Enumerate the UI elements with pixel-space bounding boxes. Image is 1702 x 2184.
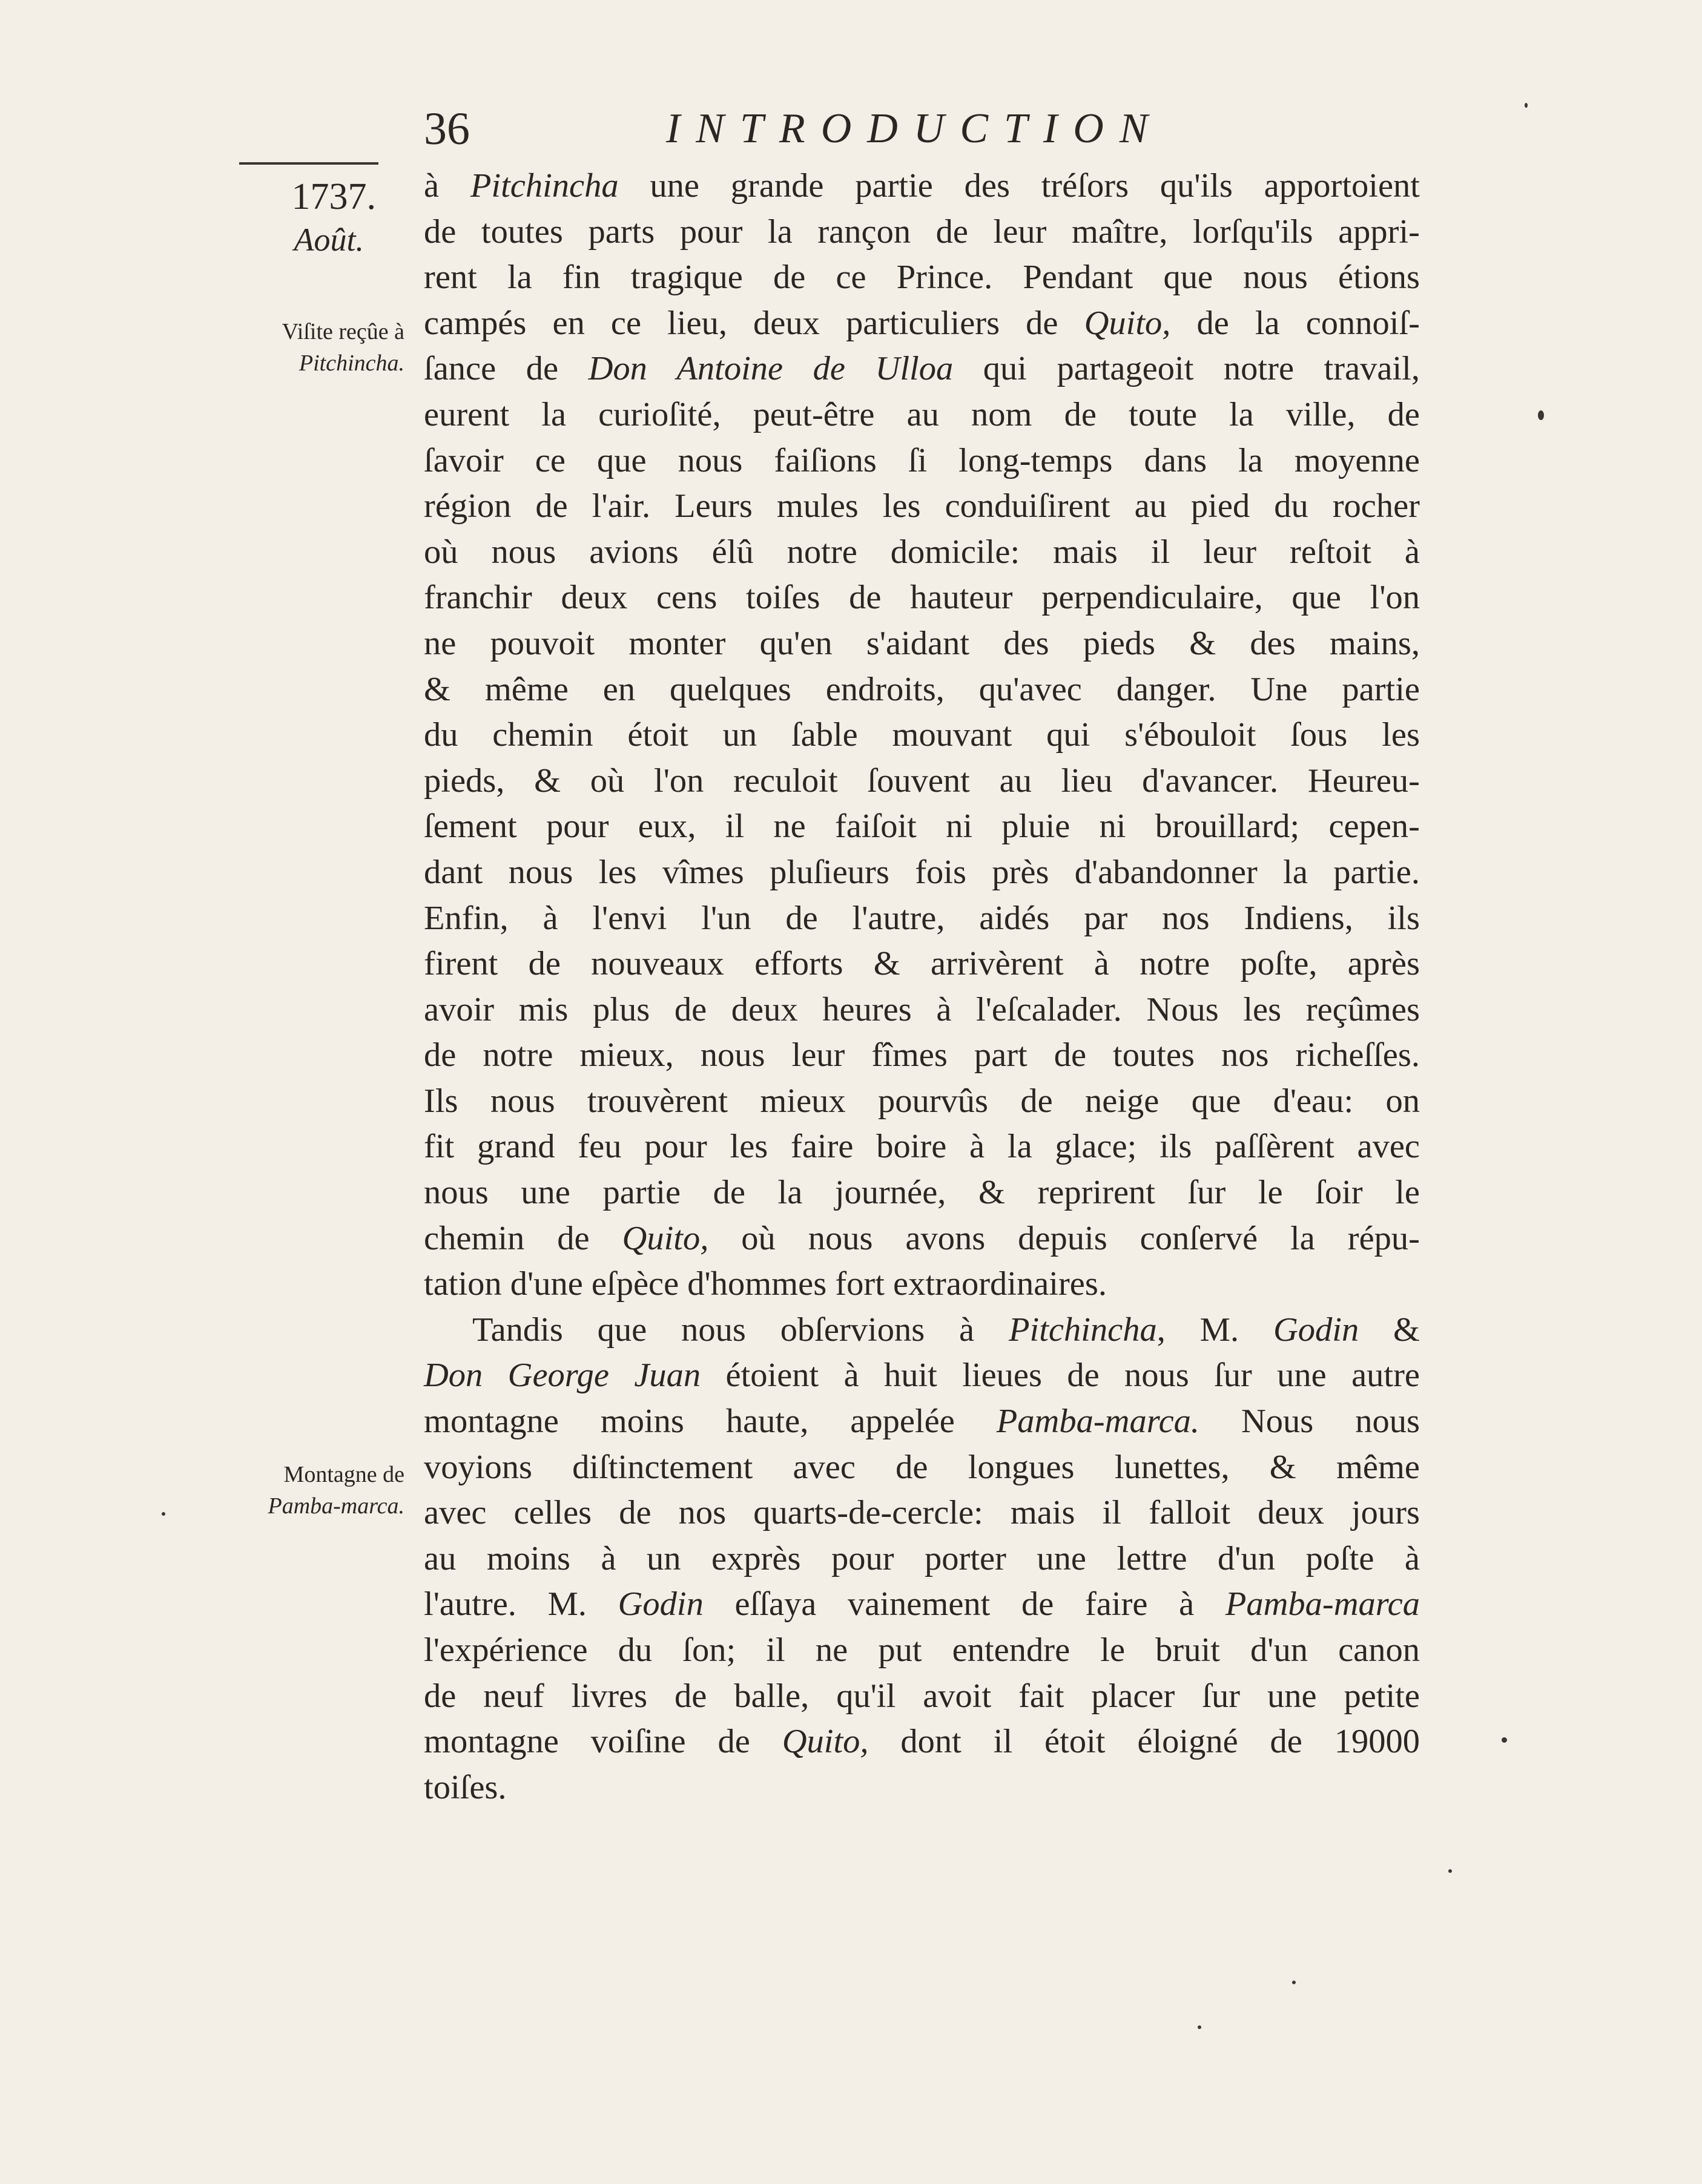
text-span: nous une partie de la journée, & reprirent ſur le ſoir le xyxy=(424,1174,1420,1212)
text-span: avec celles de nos quarts-de-cercle: mais il falloit deux jours xyxy=(424,1494,1420,1532)
text-span: l'expérience du ſon; il ne put entendre le bruit d'un canon xyxy=(424,1631,1420,1669)
italic-text: Quito, xyxy=(1084,304,1171,342)
body-text xyxy=(424,163,1420,1811)
ink-speck xyxy=(1502,1737,1507,1743)
side-note-line: Pamba-marca. xyxy=(268,1493,404,1519)
text-span: ne pouvoit monter qu'en s'aidant des pieds & des mains, xyxy=(424,624,1420,662)
text-span: eſſaya vainement de faire à xyxy=(703,1585,1225,1623)
text-span: de toutes parts pour la rançon de leur maître, lorſqu'ils appri- xyxy=(424,212,1420,251)
text-line xyxy=(424,301,1420,347)
text-line xyxy=(424,255,1420,301)
ink-speck xyxy=(1198,2025,1201,2029)
text-line xyxy=(424,1033,1420,1079)
text-line xyxy=(424,1353,1420,1399)
ink-speck xyxy=(1525,103,1528,108)
text-line xyxy=(424,209,1420,255)
text-line xyxy=(424,850,1420,896)
text-line xyxy=(424,1765,1420,1811)
text-span: , M. xyxy=(1156,1311,1273,1349)
text-span: de neuf livres de balle, qu'il avoit fait placer ſur une petite xyxy=(424,1677,1420,1715)
text-line xyxy=(424,346,1420,392)
italic-text: Quito, xyxy=(782,1723,869,1761)
text-line xyxy=(424,1445,1420,1491)
text-span: chemin de xyxy=(424,1219,622,1257)
italic-text: Pamba-marca xyxy=(1225,1585,1420,1623)
text-span: montagne moins haute, appelée xyxy=(424,1403,997,1441)
text-span: Nous nous xyxy=(1199,1403,1420,1441)
text-span: de notre mieux, nous leur fîmes part de toutes nos richeſſes. xyxy=(424,1036,1420,1074)
italic-text: Pitchincha xyxy=(470,167,619,205)
text-span: & même en quelques endroits, qu'avec danger. Une partie xyxy=(424,670,1420,708)
page-number: 36 xyxy=(424,104,470,154)
text-span: où nous avons depuis conſervé la répu- xyxy=(708,1219,1420,1257)
text-span: rent la fin tragique de ce Prince. Pendant que nous étions xyxy=(424,258,1420,297)
text-line xyxy=(424,1582,1420,1628)
margin-year: 1737. xyxy=(291,176,376,217)
side-note-montagne xyxy=(268,1459,405,1522)
text-span: ſement pour eux, il ne faiſoit ni pluie ni brouillard; cepen- xyxy=(424,807,1420,846)
ink-speck xyxy=(1538,410,1544,420)
italic-text: Don George Juan xyxy=(424,1357,701,1395)
text-line xyxy=(424,987,1420,1033)
text-span: région de l'air. Leurs mules les conduiſirent au pied du rocher xyxy=(424,487,1420,525)
text-line xyxy=(424,438,1420,484)
text-span: qui partageoit notre travail, xyxy=(953,350,1420,388)
ink-speck xyxy=(162,1512,165,1516)
text-line xyxy=(424,1079,1420,1125)
text-line xyxy=(424,1674,1420,1720)
text-line xyxy=(424,1536,1420,1582)
text-span: franchir deux cens toiſes de hauteur perpendiculaire, que l'on xyxy=(424,579,1420,617)
text-line xyxy=(424,804,1420,850)
text-span: campés en ce lieu, deux particuliers de xyxy=(424,304,1084,342)
text-span: voyions diſtinctement avec de longues lunettes, & même xyxy=(424,1448,1420,1486)
italic-text: Don Antoine de Ulloa xyxy=(588,350,954,388)
text-span: Enfin, à l'envi l'un de l'autre, aidés par nos Indiens, ils xyxy=(424,899,1420,937)
text-span: au moins à un exprès pour porter une lettre d'un poſte à xyxy=(424,1539,1420,1577)
page-header xyxy=(424,102,1175,156)
text-span: où nous avions élû notre domicile: mais il leur reſtoit à xyxy=(424,533,1420,571)
text-line xyxy=(424,163,1420,209)
text-line xyxy=(424,1307,1420,1353)
text-line xyxy=(424,621,1420,667)
text-span: dant nous les vîmes pluſieurs fois près d'abandonner la partie. xyxy=(424,853,1420,891)
running-title: INTRODUCTION xyxy=(666,105,1164,152)
text-line xyxy=(424,392,1420,438)
text-span: ſavoir ce que nous faiſions ſi long-temps dans la moyenne xyxy=(424,441,1420,479)
text-span: montagne voiſine de xyxy=(424,1723,782,1761)
text-span: de la connoiſ- xyxy=(1170,304,1420,342)
text-line xyxy=(424,575,1420,621)
side-note-line: Pitchincha. xyxy=(299,350,404,376)
text-line xyxy=(424,1216,1420,1262)
text-line xyxy=(424,1124,1420,1170)
side-note-line: Viſite reçûe à xyxy=(282,319,404,344)
text-line xyxy=(424,667,1420,713)
text-line xyxy=(424,712,1420,758)
text-line xyxy=(424,484,1420,530)
text-span: étoient à huit lieues de nous ſur une autre xyxy=(701,1357,1420,1395)
text-span: fit grand feu pour les faire boire à la glace; ils paſſèrent avec xyxy=(424,1128,1420,1166)
text-line xyxy=(424,896,1420,942)
italic-text: Pitchincha xyxy=(1009,1311,1157,1349)
ink-speck xyxy=(1448,1869,1452,1873)
text-span: tation d'une eſpèce d'hommes fort extraordinaires. xyxy=(424,1265,1107,1303)
margin-month: Août. xyxy=(294,222,364,258)
italic-text: Pamba-marca. xyxy=(996,1403,1200,1441)
margin-rule xyxy=(239,162,378,165)
text-span: pieds, & où l'on reculoit ſouvent au lieu d'avancer. Heureu- xyxy=(424,761,1420,800)
text-line xyxy=(424,1170,1420,1216)
italic-text: Godin xyxy=(1273,1311,1359,1349)
text-span: dont il étoit éloigné de 19000 xyxy=(868,1723,1420,1761)
italic-text: Quito, xyxy=(622,1219,709,1257)
side-note-line: Montagne de xyxy=(283,1462,404,1487)
ink-speck xyxy=(1292,1981,1296,1984)
text-span: Tandis que nous obſervions à xyxy=(472,1311,1009,1349)
side-note-visite xyxy=(282,316,404,379)
text-line xyxy=(424,1490,1420,1536)
text-line xyxy=(424,1399,1420,1445)
text-span: l'autre. M. xyxy=(424,1585,618,1623)
text-span: Ils nous trouvèrent mieux pourvûs de neige que d'eau: on xyxy=(424,1082,1420,1120)
text-line xyxy=(424,1261,1420,1307)
text-span: & xyxy=(1359,1311,1420,1349)
text-span: eurent la curioſité, peut-être au nom de toute la ville, de xyxy=(424,395,1420,433)
text-span: une grande partie des tréſors qu'ils apportoient xyxy=(618,167,1420,205)
text-line xyxy=(424,1719,1420,1765)
text-line xyxy=(424,941,1420,987)
text-line xyxy=(424,1628,1420,1674)
text-line xyxy=(424,758,1420,804)
italic-text: Godin xyxy=(618,1585,704,1623)
text-span: avoir mis plus de deux heures à l'eſcalader. Nous les reçûmes xyxy=(424,990,1420,1028)
text-span: firent de nouveaux efforts & arrivèrent à notre poſte, après xyxy=(424,945,1420,983)
text-span: du chemin étoit un ſable mouvant qui s'ébouloit ſous les xyxy=(424,716,1420,754)
text-line xyxy=(424,530,1420,576)
text-span: toiſes. xyxy=(424,1768,507,1806)
text-span: à xyxy=(424,167,470,205)
text-span: ſance de xyxy=(424,350,589,388)
